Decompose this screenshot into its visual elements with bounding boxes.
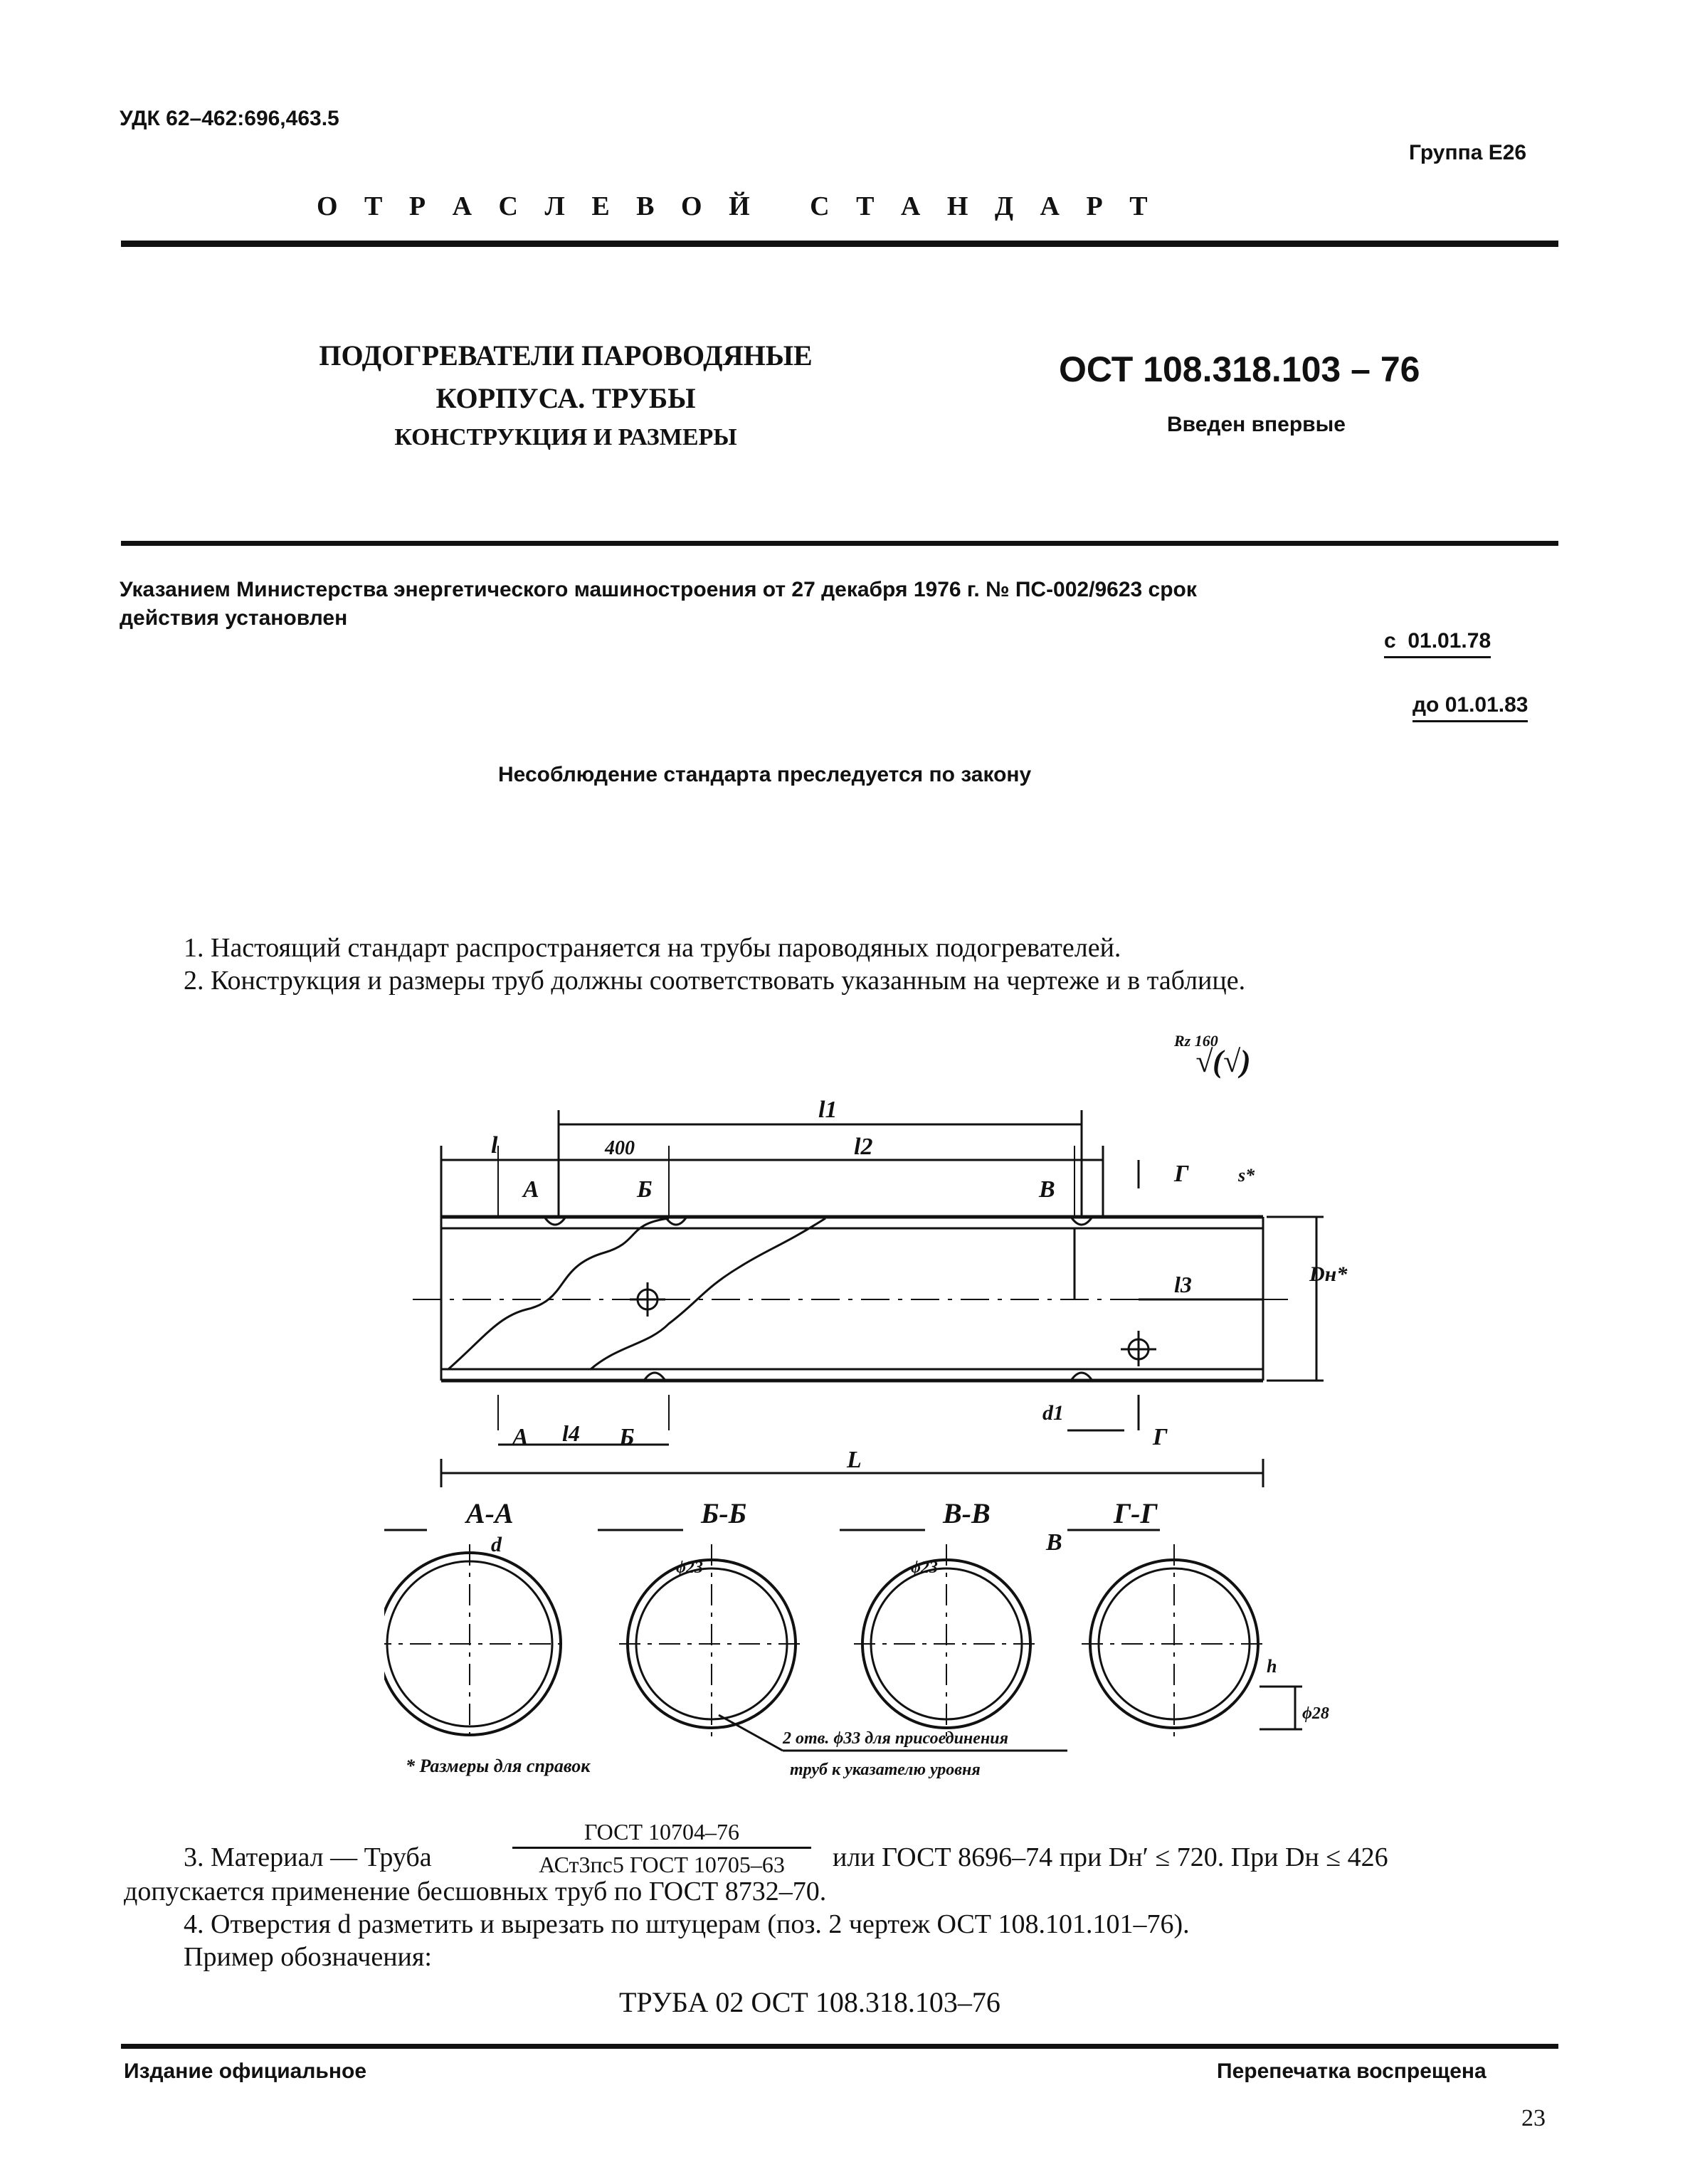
footer-reprint-prohibited: Перепечатка воспрещена: [1217, 2059, 1487, 2083]
paragraph-1: 1. Настоящий стандарт распространяется на трубы пароводяных подогревателей.: [184, 933, 1121, 963]
tube-drawing: [384, 1032, 1594, 1786]
introduced-note: Введен впервые: [1167, 413, 1346, 436]
dim-28: ϕ28: [1302, 1704, 1329, 1723]
dim-d1: d1: [1042, 1401, 1064, 1425]
mark-g-bottom: Г: [1153, 1424, 1168, 1450]
mark-v-top: В: [1039, 1176, 1055, 1203]
section-gg-label: Г-Г: [1114, 1497, 1158, 1529]
dim-l1: l1: [818, 1097, 838, 1123]
footer-official-edition: Издание официальное: [124, 2059, 367, 2083]
banner-rule: [121, 241, 1558, 247]
dim-400: 400: [605, 1137, 635, 1159]
paragraph-3-suffix: или ГОСТ 8696–74 при Dн′ ≤ 720. При Dн ≤ 426: [833, 1842, 1388, 1872]
note-holes-line-1: 2 отв. ϕ33 для присоединения: [783, 1729, 1008, 1748]
title-line-1: ПОДОГРЕВАТЕЛИ ПАРОВОДЯНЫЕ: [319, 339, 813, 371]
mark-b-bottom: Б: [619, 1424, 635, 1450]
valid-to: до 01.01.83: [1412, 693, 1528, 722]
standard-number: ОСТ 108.318.103 – 76: [1059, 349, 1420, 389]
paragraph-3-line-2: допускается применение бесшовных труб по ГОСТ 8732–70.: [124, 1877, 827, 1906]
title-rule: [121, 541, 1558, 546]
paragraph-4: 4. Отверстия d разметить и вырезать по штуцерам (поз. 2 чертеж ОСТ 108.101.101–76).: [184, 1909, 1190, 1939]
material-numerator: ГОСТ 10704–76: [512, 1819, 811, 1849]
roughness-value: Rz 160: [1174, 1032, 1218, 1050]
title-line-2: КОРПУСА. ТРУБЫ: [435, 382, 696, 414]
dim-L: L: [847, 1447, 862, 1473]
dim-23-b: ϕ23: [676, 1558, 703, 1577]
roughness-symbol: √(√): [1195, 1044, 1251, 1079]
valid-from: с 01.01.78: [1384, 629, 1491, 658]
mark-b-top: Б: [637, 1176, 653, 1203]
section-bb-label: Б-Б: [701, 1497, 747, 1529]
dim-h: h: [1267, 1656, 1277, 1677]
mark-a-bottom: А: [512, 1424, 529, 1450]
dim-l2: l2: [854, 1134, 873, 1160]
group-code: Группа Е26: [1409, 141, 1527, 164]
dim-d-section: d: [491, 1533, 502, 1556]
dim-l: l: [491, 1132, 498, 1159]
dim-s: s*: [1238, 1165, 1255, 1186]
paragraph-2: 2. Конструкция и размеры труб должны соответствовать указанным на чертеже и в таблице.: [184, 966, 1246, 996]
title-line-3: КОНСТРУКЦИЯ И РАЗМЕРЫ: [394, 424, 737, 450]
footer-rule: [121, 2044, 1558, 2049]
law-warning: Несоблюдение стандарта преследуется по закону: [498, 763, 1032, 786]
paragraph-3-prefix: 3. Материал — Труба: [184, 1842, 432, 1872]
dim-23-v: ϕ23: [911, 1558, 938, 1577]
mark-g-top: Г: [1174, 1161, 1189, 1187]
section-vv-label: В-В: [943, 1497, 991, 1529]
dim-Dn: Dн*: [1309, 1262, 1348, 1286]
mark-a-top: А: [523, 1176, 539, 1203]
dim-l4: l4: [562, 1420, 580, 1446]
example-designation: ТРУБА 02 ОСТ 108.318.103–76: [619, 1986, 1000, 2018]
instruction-line-2: действия установлен: [120, 606, 348, 630]
page-number: 23: [1521, 2105, 1546, 2131]
udk-code: УДК 62–462:696,463.5: [120, 107, 339, 130]
instruction-line-1: Указанием Министерства энергетического машиностроения от 27 декабря 1976 г. № ПС-002/9623 срок: [120, 578, 1197, 601]
standard-banner: О Т Р А С Л Е В О Й С Т А Н Д А Р Т: [317, 191, 1158, 221]
note-holes-line-2: труб к указателю уровня: [790, 1761, 981, 1779]
material-denominator: АСт3пс5 ГОСТ 10705–63: [539, 1852, 785, 1877]
note-reference-sizes: * Размеры для справок: [406, 1756, 591, 1776]
mark-v-bottom: В: [1046, 1529, 1062, 1556]
section-aa-label: А-А: [466, 1497, 514, 1529]
example-label: Пример обозначения:: [184, 1942, 432, 1972]
dim-l3: l3: [1174, 1272, 1192, 1297]
